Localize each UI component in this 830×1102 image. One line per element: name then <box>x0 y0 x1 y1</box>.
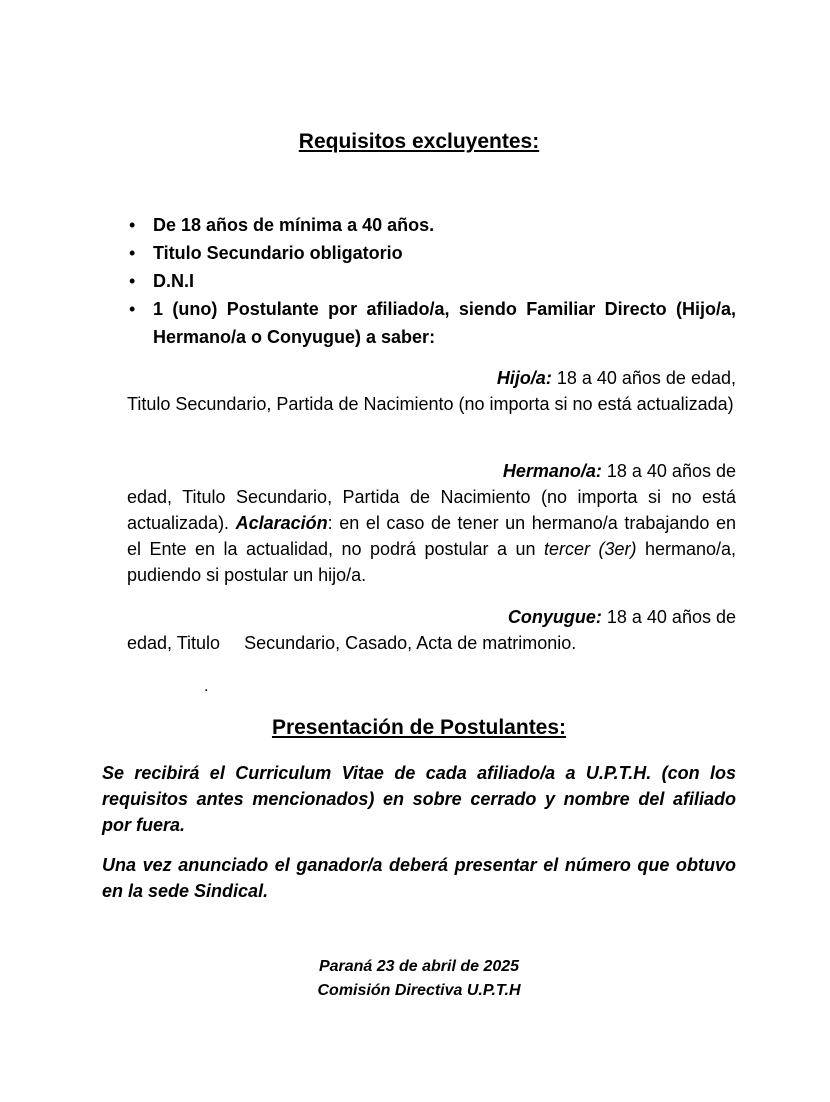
hermano-section <box>127 458 736 588</box>
requisito-edad: De 18 años de mínima a 40 años. <box>153 215 435 235</box>
stray-dot: . <box>204 678 209 695</box>
hermano-lead <box>127 458 736 484</box>
requisito-dni: D.N.I <box>153 271 195 291</box>
requisito-postulante: 1 (uno) Postulante por afiliado/a, siendo Familiar Directo (Hijo/a, Hermano/a o Conyugue) a saber: <box>153 299 736 347</box>
conyugue-lead <box>127 604 736 630</box>
hijo-label: Hijo/a: <box>496 368 552 388</box>
bullet-icon: • <box>129 299 136 319</box>
hijo-lead <box>127 365 736 391</box>
presentacion-paragraph-2: Una vez anunciado el ganador/a deberá presentar el número que obtuvo en la sede Sindical. <box>102 855 736 901</box>
conyugue-rest-b: Secundario, Casado, Acta de matrimonio. <box>244 633 577 653</box>
bullet-icon: • <box>129 215 136 235</box>
requisitos-title: Requisitos excluyentes: <box>298 130 540 153</box>
signature-date: Paraná 23 de abril de 2025 <box>318 958 520 975</box>
hermano-label: Hermano/a: <box>502 461 602 481</box>
hermano-lead-text: 18 a 40 años de <box>601 461 736 481</box>
tercer-text: tercer (3er) <box>543 539 637 559</box>
aclaracion-label: Aclaración <box>235 513 328 533</box>
conyugue-lead-text: 18 a 40 años de <box>601 607 736 627</box>
hermano-rest-2: : en el caso de tener un hermano/a trabajando en el Ente en la actualidad, no podrá postular a un <box>127 513 736 559</box>
conyugue-rest-a: edad, Titulo <box>127 633 221 653</box>
presentacion-paragraph-1: Se recibirá el Curriculum Vitae de cada afiliado/a a U.P.T.H. (con los requisitos antes mencionados) en sobre cerrado y nombre del afiliado por fuera. <box>102 763 736 835</box>
list-item <box>126 295 736 351</box>
signature-name: Comisión Directiva U.P.T.H <box>317 982 521 999</box>
hijo-section <box>127 365 736 417</box>
list-item <box>126 211 736 239</box>
conyugue-label: Conyugue: <box>507 607 602 627</box>
bullet-icon: • <box>129 271 136 291</box>
hijo-rest: Titulo Secundario, Partida de Nacimiento (no importa si no está actualizada) <box>127 394 734 414</box>
hijo-lead-text: 18 a 40 años de edad, <box>551 368 736 388</box>
requisito-titulo: Titulo Secundario obligatorio <box>153 243 403 263</box>
requisitos-list <box>126 211 736 351</box>
bullet-icon: • <box>129 243 136 263</box>
list-item <box>126 267 736 295</box>
conyugue-section <box>127 604 736 656</box>
hermano-rest-3: hermano/a, pudiendo si postular un hijo/a. <box>127 539 737 585</box>
presentacion-title: Presentación de Postulantes: <box>271 716 567 739</box>
list-item <box>126 239 736 267</box>
hermano-rest-1: edad, Titulo Secundario, Partida de Nacimiento (no importa si no está actualizada). <box>127 487 736 533</box>
